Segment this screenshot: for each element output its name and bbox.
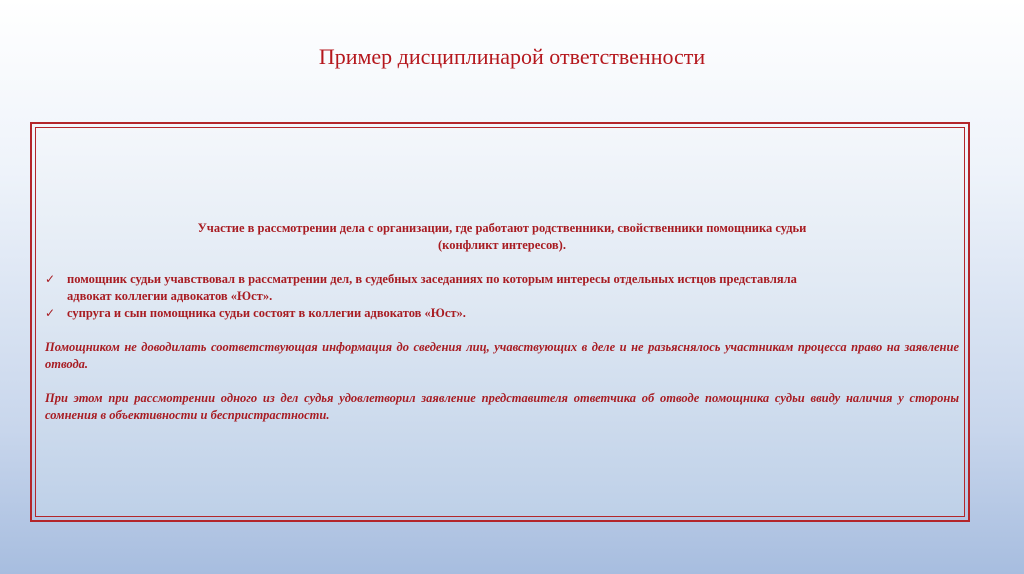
case-heading-line-2: (конфликт интересов). xyxy=(438,238,566,252)
check-icon: ✓ xyxy=(45,272,56,286)
fact-1-line-1: помощник судьи учавствовал в рассматрении дел, в судебных заседаниях по которым интересы отдельных истцов представляла xyxy=(67,272,797,286)
recusal-paragraph: При этом при рассмотрении одного из дел судья удовлетворил заявление представителя ответчика об отводе помощника судьи ввиду наличия у стороны сомнения в объективности и беспристрастности. xyxy=(45,391,959,422)
content-frame xyxy=(30,122,970,522)
spacer xyxy=(45,254,959,271)
fact-item xyxy=(45,305,959,322)
spacer xyxy=(45,322,959,339)
check-icon: ✓ xyxy=(45,306,56,320)
fact-1-line-2: адвокат коллегии адвокатов «Юст». xyxy=(67,289,273,303)
fact-2-line-1: супруга и сын помощника судьи состоят в коллегии адвокатов «Юст». xyxy=(67,306,466,320)
case-heading xyxy=(45,220,959,254)
facts-list xyxy=(45,271,959,322)
slide-title: Пример дисциплинарой ответственности xyxy=(318,44,706,69)
fact-item xyxy=(45,271,959,305)
spacer xyxy=(45,373,959,390)
notice-paragraph: Помощником не доводилать соответствующая информация до сведения лиц, учавствующих в деле и не разьяснялось участникам процесса право на заявление отвода. xyxy=(45,340,959,371)
content-text xyxy=(45,220,959,424)
case-heading-line-1: Участие в рассмотрении дела с организации, где работают родственники, свойственники помощника судьи xyxy=(197,221,807,235)
content-frame-inner xyxy=(35,127,965,517)
